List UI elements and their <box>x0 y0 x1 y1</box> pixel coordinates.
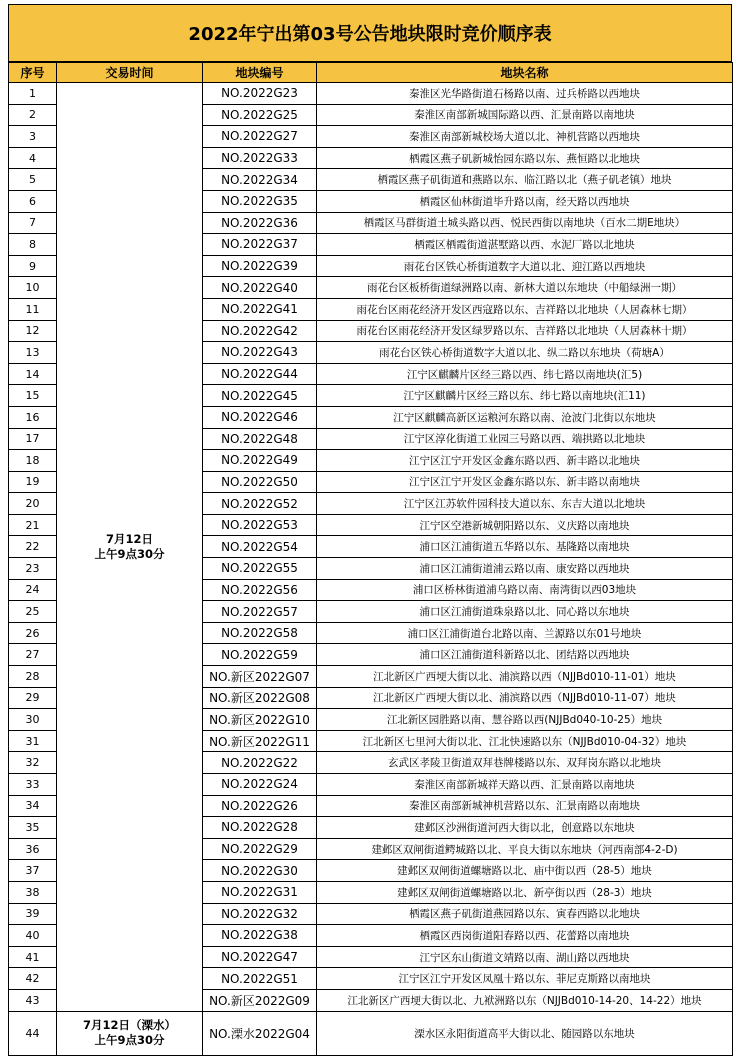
row-plot-name: 江宁区麒麟高新区运粮河东路以南、沧波门北街以东地块 <box>317 406 733 428</box>
row-plot-code: NO.2022G59 <box>203 644 317 666</box>
row-plot-code: NO.2022G56 <box>203 579 317 601</box>
row-plot-code: NO.2022G55 <box>203 558 317 580</box>
row-plot-code: NO.2022G25 <box>203 104 317 126</box>
row-seq: 29 <box>9 687 57 709</box>
row-plot-name: 秦淮区南部新城祥天路以西、汇景南路以南地块 <box>317 774 733 796</box>
row-plot-code: NO.2022G39 <box>203 255 317 277</box>
row-seq: 38 <box>9 881 57 903</box>
row-seq: 44 <box>9 1011 57 1055</box>
row-seq: 34 <box>9 795 57 817</box>
row-plot-code: NO.2022G38 <box>203 925 317 947</box>
row-plot-name: 雨花台区板桥街道绿洲路以南、新林大道以东地块（中船绿洲一期） <box>317 277 733 299</box>
row-plot-code: NO.2022G24 <box>203 774 317 796</box>
row-plot-code: NO.新区2022G08 <box>203 687 317 709</box>
row-plot-name: 江北新区广西埂大街以北、九袱洲路以东（NJJBd010-14-20、14-22）地块 <box>317 989 733 1011</box>
row-plot-code: NO.2022G36 <box>203 212 317 234</box>
row-plot-code: NO.2022G23 <box>203 83 317 105</box>
row-plot-code: NO.新区2022G10 <box>203 709 317 731</box>
table-row <box>9 1011 733 1055</box>
trade-date: 7月12日（溧水） <box>82 1018 176 1033</box>
row-plot-name: 雨花台区雨花经济开发区西寇路以东、吉祥路以北地块（人居森林七期） <box>317 298 733 320</box>
row-seq: 5 <box>9 169 57 191</box>
row-plot-code: NO.2022G47 <box>203 946 317 968</box>
trade-date: 7月12日 <box>105 531 153 546</box>
row-seq: 14 <box>9 363 57 385</box>
row-plot-name: 江宁区江宁开发区金鑫东路以西、新丰路以北地块 <box>317 450 733 472</box>
row-plot-name: 溧水区永阳街道高平大街以北、随园路以东地块 <box>317 1011 733 1055</box>
row-plot-name: 秦淮区光华路街道石杨路以南、过兵桥路以西地块 <box>317 83 733 105</box>
row-seq: 25 <box>9 601 57 623</box>
row-plot-name: 江宁区江苏软件园科技大道以东、东吉大道以北地块 <box>317 493 733 515</box>
table-row <box>9 83 733 105</box>
row-seq: 7 <box>9 212 57 234</box>
row-plot-name: 栖霞区栖霞街道湛墅路以西、水泥厂路以北地块 <box>317 234 733 256</box>
row-plot-name: 栖霞区燕子矶新城怡园东路以东、燕恒路以北地块 <box>317 147 733 169</box>
row-plot-name: 江北新区园胜路以南、慧谷路以西(NJJBd040-10-25）地块 <box>317 709 733 731</box>
row-plot-name: 浦口区江浦街道浦云路以南、康安路以西地块 <box>317 558 733 580</box>
trade-hour: 上午9点30分 <box>94 1033 165 1048</box>
row-plot-name: 浦口区江浦街道五华路以东、基隆路以南地块 <box>317 536 733 558</box>
row-plot-name: 江北新区广西埂大街以北、浦滨路以西（NJJBd010-11-07）地块 <box>317 687 733 709</box>
row-plot-code: NO.2022G40 <box>203 277 317 299</box>
row-seq: 33 <box>9 774 57 796</box>
row-plot-code: NO.2022G26 <box>203 795 317 817</box>
bidding-order-table <box>8 62 733 1056</box>
row-seq: 39 <box>9 903 57 925</box>
bidding-order-sheet <box>8 4 732 1054</box>
row-plot-code: NO.2022G27 <box>203 126 317 148</box>
row-seq: 21 <box>9 514 57 536</box>
row-seq: 2 <box>9 104 57 126</box>
row-seq: 32 <box>9 752 57 774</box>
row-plot-name: 栖霞区马群街道土城头路以西、悦民西街以南地块（百水二期E地块） <box>317 212 733 234</box>
row-seq: 20 <box>9 493 57 515</box>
row-plot-code: NO.新区2022G09 <box>203 989 317 1011</box>
row-seq: 24 <box>9 579 57 601</box>
row-seq: 8 <box>9 234 57 256</box>
row-plot-code: NO.新区2022G11 <box>203 730 317 752</box>
row-plot-name: 建邺区双闸街道鳄城路以北、平良大街以东地块（河西南部4-2-D) <box>317 838 733 860</box>
row-seq: 43 <box>9 989 57 1011</box>
row-seq: 42 <box>9 968 57 990</box>
row-plot-code: NO.2022G33 <box>203 147 317 169</box>
row-plot-code: NO.2022G57 <box>203 601 317 623</box>
row-seq: 11 <box>9 298 57 320</box>
row-plot-code: NO.新区2022G07 <box>203 666 317 688</box>
header-row <box>9 63 733 83</box>
row-seq: 18 <box>9 450 57 472</box>
row-seq: 23 <box>9 558 57 580</box>
row-seq: 17 <box>9 428 57 450</box>
row-plot-name: 建邺区双闸街道螺塘路以北、新亭街以西（28-3）地块 <box>317 881 733 903</box>
row-plot-code: NO.2022G58 <box>203 622 317 644</box>
row-plot-name: 建邺区沙洲街道河西大街以北，创意路以东地块 <box>317 817 733 839</box>
row-plot-name: 秦淮区南部新城校场大道以北、神机营路以西地块 <box>317 126 733 148</box>
row-plot-name: 江宁区江宁开发区凤凰十路以东、菲尼克斯路以南地块 <box>317 968 733 990</box>
row-plot-code: NO.2022G41 <box>203 298 317 320</box>
row-plot-name: 栖霞区燕子矶街道和燕路以东、临江路以北（燕子矶老镇）地块 <box>317 169 733 191</box>
trade-hour: 上午9点30分 <box>94 546 165 561</box>
row-plot-name: 栖霞区西岗街道阳春路以西、花蕾路以南地块 <box>317 925 733 947</box>
row-plot-code: NO.2022G30 <box>203 860 317 882</box>
row-plot-name: 江宁区淳化街道工业园三号路以西、端拱路以北地块 <box>317 428 733 450</box>
row-seq: 36 <box>9 838 57 860</box>
row-seq: 12 <box>9 320 57 342</box>
row-seq: 16 <box>9 406 57 428</box>
row-seq: 31 <box>9 730 57 752</box>
row-seq: 26 <box>9 622 57 644</box>
row-plot-name: 江北新区广西埂大街以北、浦滨路以西（NJJBd010-11-01）地块 <box>317 666 733 688</box>
row-plot-name: 雨花台区铁心桥街道数字大道以北、迎江路以西地块 <box>317 255 733 277</box>
row-plot-code: NO.2022G32 <box>203 903 317 925</box>
row-seq: 3 <box>9 126 57 148</box>
row-plot-name: 浦口区桥林街道浦乌路以南、南湾街以西03地块 <box>317 579 733 601</box>
row-plot-name: 雨花台区铁心桥街道数字大道以北、纵二路以东地块（荷塘A） <box>317 342 733 364</box>
row-plot-code: NO.2022G35 <box>203 190 317 212</box>
row-plot-name: 栖霞区仙林街道毕升路以南，经天路以西地块 <box>317 190 733 212</box>
row-plot-name: 建邺区双闸街道螺塘路以北、庙中街以西（28-5）地块 <box>317 860 733 882</box>
row-plot-code: NO.2022G43 <box>203 342 317 364</box>
row-plot-code: NO.2022G49 <box>203 450 317 472</box>
row-seq: 1 <box>9 83 57 105</box>
header-time: 交易时间 <box>57 63 203 83</box>
row-seq: 13 <box>9 342 57 364</box>
row-seq: 28 <box>9 666 57 688</box>
row-seq: 4 <box>9 147 57 169</box>
row-seq: 37 <box>9 860 57 882</box>
row-plot-code: NO.2022G46 <box>203 406 317 428</box>
row-plot-name: 江宁区江宁开发区金鑫东路以东、新丰路以南地块 <box>317 471 733 493</box>
trade-time-cell <box>57 1011 203 1055</box>
row-plot-name: 江宁区麒麟片区经三路以西、纬七路以南地块(汇5) <box>317 363 733 385</box>
row-plot-name: 江宁区空港新城朝阳路以东、义庆路以南地块 <box>317 514 733 536</box>
row-plot-code: NO.2022G45 <box>203 385 317 407</box>
row-plot-code: NO.2022G53 <box>203 514 317 536</box>
row-plot-code: NO.2022G22 <box>203 752 317 774</box>
row-plot-code: NO.2022G50 <box>203 471 317 493</box>
row-seq: 27 <box>9 644 57 666</box>
table-title: 2022年宁出第03号公告地块限时竞价顺序表 <box>8 4 732 62</box>
row-plot-code: NO.溧水2022G04 <box>203 1011 317 1055</box>
header-code: 地块编号 <box>203 63 317 83</box>
row-seq: 30 <box>9 709 57 731</box>
row-plot-name: 栖霞区燕子矶街道燕园路以东、寅春西路以北地块 <box>317 903 733 925</box>
row-seq: 35 <box>9 817 57 839</box>
header-seq: 序号 <box>9 63 57 83</box>
row-plot-code: NO.2022G28 <box>203 817 317 839</box>
row-seq: 10 <box>9 277 57 299</box>
row-seq: 6 <box>9 190 57 212</box>
row-seq: 19 <box>9 471 57 493</box>
row-seq: 41 <box>9 946 57 968</box>
row-plot-name: 浦口区江浦街道台北路以南、兰源路以东01号地块 <box>317 622 733 644</box>
row-seq: 40 <box>9 925 57 947</box>
row-plot-name: 江宁区麒麟片区经三路以东、纬七路以南地块(汇11) <box>317 385 733 407</box>
row-seq: 22 <box>9 536 57 558</box>
row-plot-code: NO.2022G52 <box>203 493 317 515</box>
row-plot-code: NO.2022G54 <box>203 536 317 558</box>
trade-time-cell <box>57 83 203 1012</box>
row-plot-code: NO.2022G31 <box>203 881 317 903</box>
row-plot-name: 玄武区孝陵卫街道双拜巷牌楼路以东、双拜岗东路以北地块 <box>317 752 733 774</box>
header-name: 地块名称 <box>317 63 733 83</box>
row-plot-code: NO.2022G37 <box>203 234 317 256</box>
row-plot-code: NO.2022G51 <box>203 968 317 990</box>
row-plot-name: 浦口区江浦街道珠泉路以北、同心路以东地块 <box>317 601 733 623</box>
row-plot-name: 秦淮区南部新城神机营路以东、汇景南路以南地块 <box>317 795 733 817</box>
row-seq: 9 <box>9 255 57 277</box>
row-plot-name: 江宁区东山街道文靖路以南、湖山路以西地块 <box>317 946 733 968</box>
table-body <box>9 83 733 1056</box>
row-plot-name: 秦淮区南部新城国际路以西、汇景南路以南地块 <box>317 104 733 126</box>
row-plot-code: NO.2022G48 <box>203 428 317 450</box>
row-plot-name: 江北新区七里河大街以北、江北快速路以东（NJJBd010-04-32）地块 <box>317 730 733 752</box>
row-plot-code: NO.2022G44 <box>203 363 317 385</box>
row-plot-code: NO.2022G34 <box>203 169 317 191</box>
row-seq: 15 <box>9 385 57 407</box>
row-plot-code: NO.2022G42 <box>203 320 317 342</box>
row-plot-name: 浦口区江浦街道科新路以北、团结路以西地块 <box>317 644 733 666</box>
row-plot-code: NO.2022G29 <box>203 838 317 860</box>
row-plot-name: 雨花台区雨花经济开发区绿罗路以东、吉祥路以北地块（人居森林十期） <box>317 320 733 342</box>
